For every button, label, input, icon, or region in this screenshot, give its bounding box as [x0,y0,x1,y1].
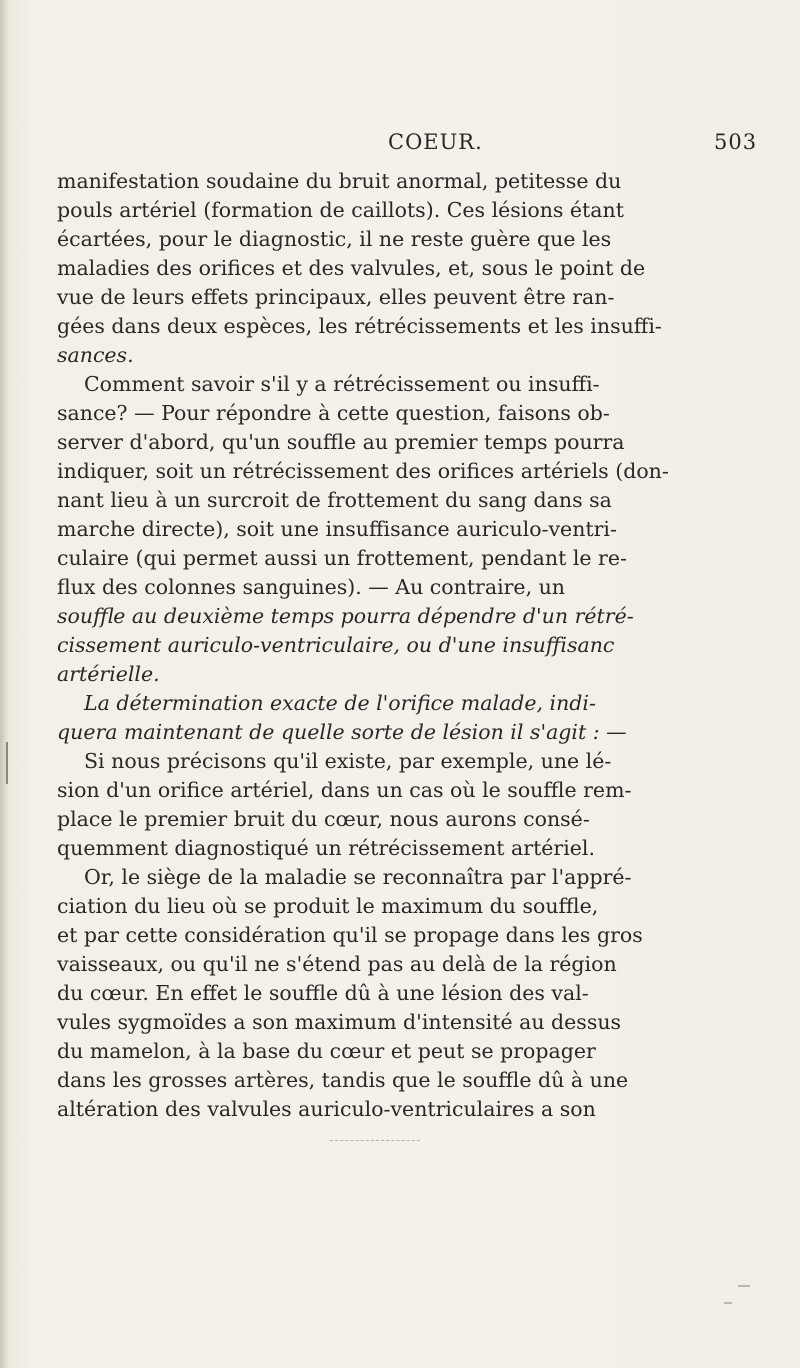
text-line-28: vaisseaux, ou qu'il ne s'étend pas au delà de la région [57,952,617,976]
text-line-10: server d'abord, qu'un souffle au premier temps pourra [57,430,625,454]
text-line-18: artérielle. [57,662,160,686]
text-line-25: Or, le siège de la maladie se reconnaîtra par l'appré- [84,865,632,889]
page-edge-shadow [0,0,8,1368]
text-line-8: Comment savoir s'il y a rétrécissement ou insuffi- [84,372,600,396]
text-line-16: souffle au deuxième temps pourra dépendre d'un rétré- [57,604,634,628]
text-line-13: marche directe), soit une insuffisance auriculo-ventri- [57,517,617,541]
text-line-6: gées dans deux espèces, les rétrécissements et les insuffi- [57,314,662,338]
text-line-14: culaire (qui permet aussi un frottement, pendant le re- [57,546,627,570]
text-line-17: cissement auriculo-ventriculaire, ou d'une insuffisanc [57,633,615,657]
text-line-22: sion d'un orifice artériel, dans un cas où le souffle rem- [57,778,632,802]
text-line-29: du cœur. En effet le souffle dû à une lésion des val- [57,981,589,1005]
text-line-7: sances. [57,343,134,367]
paper-fleck [738,1285,750,1287]
text-line-20: quera maintenant de quelle sorte de lésion il s'agit : — [57,720,627,744]
text-line-3: écartées, pour le diagnostic, il ne reste guère que les [57,227,612,251]
running-head: COEUR. [388,130,483,154]
page-header [0,130,800,160]
text-line-11: indiquer, soit un rétrécissement des orifices artériels (don- [57,459,669,483]
text-line-1: manifestation soudaine du bruit anormal, petitesse du [57,169,622,193]
text-line-23: place le premier bruit du cœur, nous aurons consé- [57,807,590,831]
page-number: 503 [714,130,758,154]
text-line-2: pouls artériel (formation de caillots). Ces lésions étant [57,198,624,222]
text-line-32: dans les grosses artères, tandis que le souffle dû à une [57,1068,629,1092]
text-line-9: sance? — Pour répondre à cette question, faisons ob- [57,401,610,425]
text-line-33: altération des valvules auriculo-ventriculaires a son [57,1097,596,1121]
text-line-12: nant lieu à un surcroit de frottement du sang dans sa [57,488,612,512]
text-line-31: du mamelon, à la base du cœur et peut se propager [57,1039,596,1063]
text-line-30: vules sygmoïdes a son maximum d'intensité au dessus [57,1010,622,1034]
text-line-15: flux des colonnes sanguines). — Au contraire, un [57,575,566,599]
text-line-5: vue de leurs effets principaux, elles peuvent être ran- [57,285,615,309]
text-line-24: quemment diagnostiqué un rétrécissement artériel. [57,836,595,860]
text-line-26: ciation du lieu où se produit le maximum du souffle, [57,894,599,918]
margin-mark [6,742,8,784]
bleed-through-rule [330,1140,420,1142]
paper-fleck [724,1302,732,1304]
text-line-27: et par cette considération qu'il se propage dans les gros [57,923,643,947]
text-line-21: Si nous précisons qu'il existe, par exemple, une lé- [84,749,612,773]
text-line-4: maladies des orifices et des valvules, et, sous le point de [57,256,646,280]
text-line-19: La détermination exacte de l'orifice malade, indi- [84,691,596,715]
